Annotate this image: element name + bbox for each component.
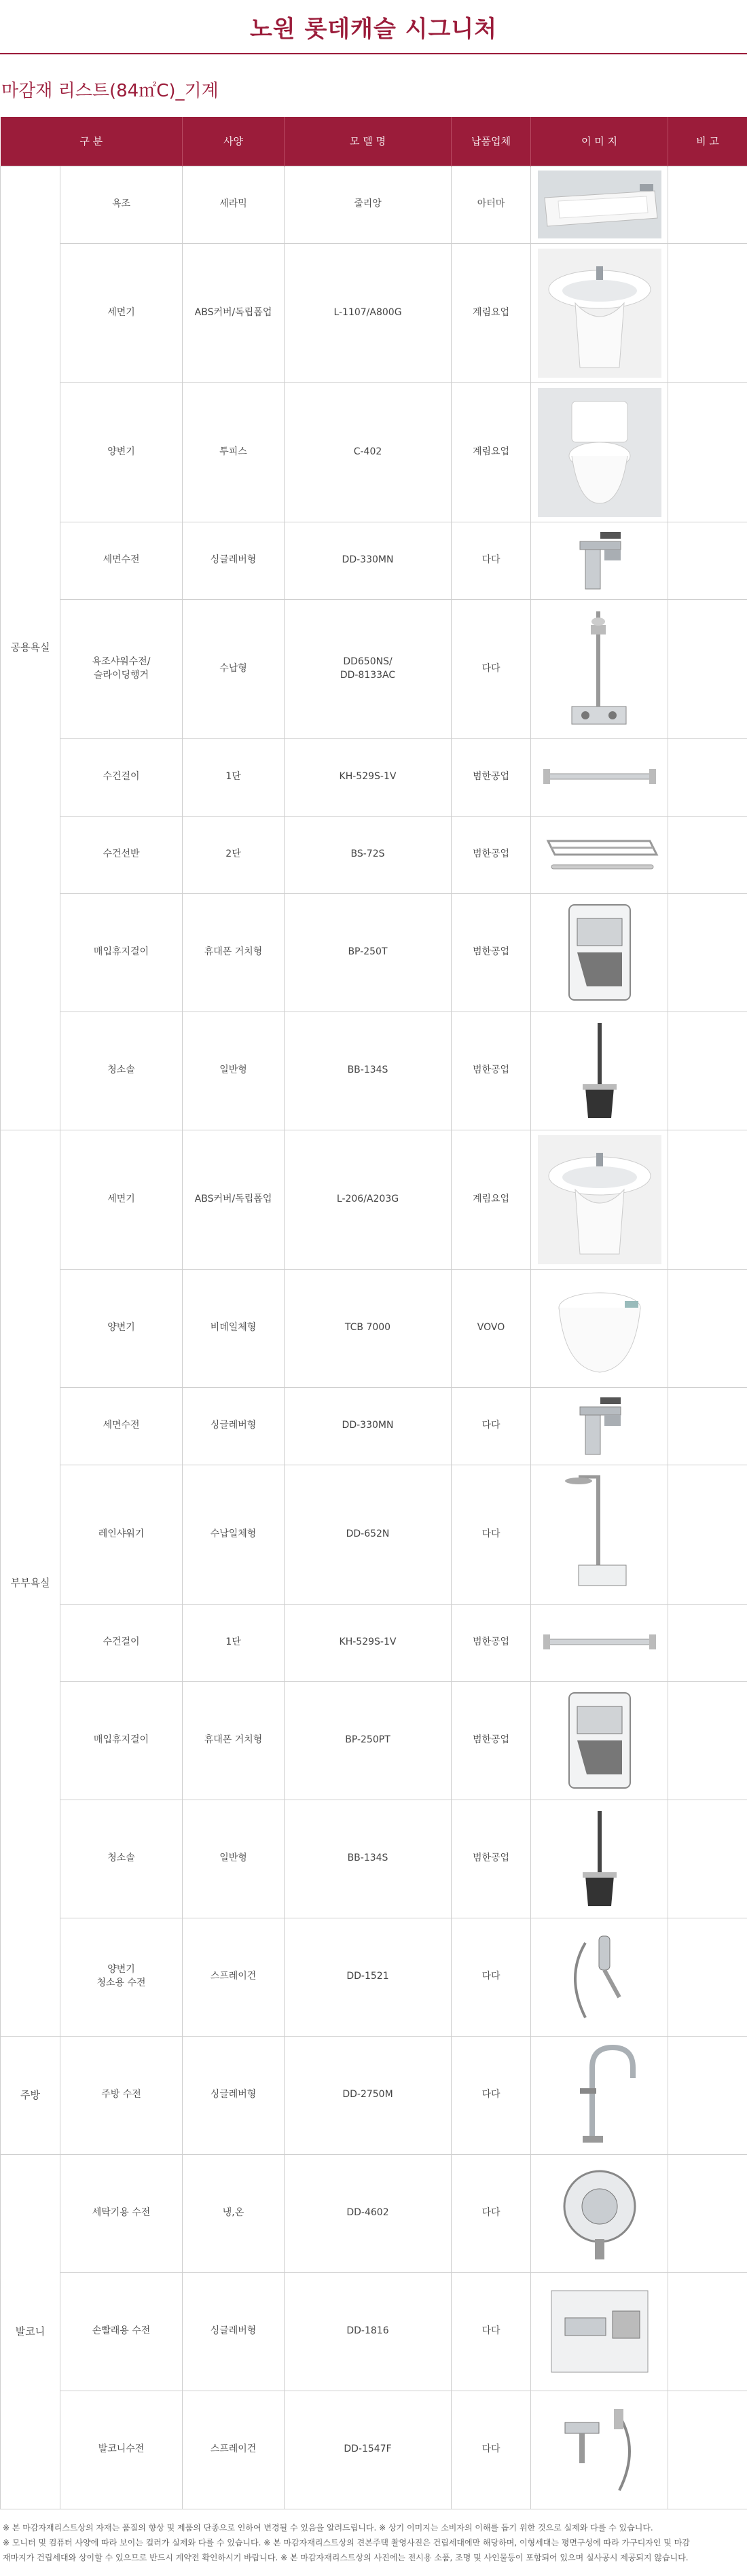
model-cell: BP-250T [285, 893, 452, 1012]
supplier-cell: 범한공업 [452, 1012, 531, 1130]
spec-cell: 일반형 [183, 1800, 285, 1918]
model-cell: L-206/A203G [285, 1130, 452, 1269]
table-row [1, 2391, 747, 2509]
remark-cell [668, 522, 747, 599]
supplier-cell: 다다 [452, 1918, 531, 2036]
spec-cell: 싱글레버형 [183, 522, 285, 599]
item-cell: 청소솔 [60, 1800, 183, 1918]
spec-cell: 2단 [183, 816, 285, 893]
table-row [1, 1604, 747, 1681]
table-row [1, 2036, 747, 2154]
finish-list-table [0, 117, 747, 2509]
supplier-cell: 다다 [452, 2154, 531, 2272]
paper-holder-image [538, 898, 661, 1007]
spec-cell: 세라믹 [183, 166, 285, 243]
model-cell: BB-134S [285, 1800, 452, 1918]
image-cell [531, 166, 668, 243]
image-cell [531, 2036, 668, 2154]
towel-bar-image [538, 757, 661, 798]
model-cell: DD650NS/ DD-8133AC [285, 599, 452, 738]
supplier-cell: 범한공업 [452, 816, 531, 893]
towel-bar-image [538, 1622, 661, 1663]
item-cell: 욕조샤워수전/ 슬라이딩행거 [60, 599, 183, 738]
spec-cell: 1단 [183, 738, 285, 816]
header-model: 모 델 명 [285, 117, 452, 166]
basin-faucet-image [538, 526, 661, 594]
item-cell: 양변기 [60, 1269, 183, 1387]
image-cell [531, 738, 668, 816]
table-row [1, 738, 747, 816]
remark-cell [668, 816, 747, 893]
remark-cell [668, 243, 747, 382]
kitchen-faucet-image [538, 2041, 661, 2149]
item-cell: 발코니수전 [60, 2391, 183, 2509]
item-cell: 세탁기용 수전 [60, 2154, 183, 2272]
item-cell: 매입휴지걸이 [60, 1681, 183, 1800]
remark-cell [668, 1269, 747, 1387]
table-row [1, 1012, 747, 1130]
spec-cell: 일반형 [183, 1012, 285, 1130]
remark-cell [668, 382, 747, 522]
model-cell: DD-652N [285, 1465, 452, 1604]
supplier-cell: 다다 [452, 2272, 531, 2391]
remark-cell [668, 2272, 747, 2391]
page-subtitle: 마감재 리스트(84㎡C)_기계 [1, 81, 219, 101]
header-supplier: 납품업체 [452, 117, 531, 166]
washer-valve-image [538, 2159, 661, 2268]
item-cell: 수건걸이 [60, 1604, 183, 1681]
supplier-cell: 계림요업 [452, 243, 531, 382]
footnote-line: 재마지가 건립세대와 상이할 수 있으므로 반드시 계약전 확인하시기 바랍니다. ※ 본 마감자재리스트상의 사진에는 전시용 소품, 조명 및 사인물등이 포함되어 있으며 실사공시 제공되지 않습니다. [3, 2552, 689, 2562]
image-cell [531, 1800, 668, 1918]
image-cell [531, 816, 668, 893]
header-spec: 사양 [183, 117, 285, 166]
balcony-faucet-image [538, 2395, 661, 2504]
supplier-cell: 다다 [452, 2391, 531, 2509]
item-cell: 수건선반 [60, 816, 183, 893]
supplier-cell: 범한공업 [452, 1800, 531, 1918]
image-cell [531, 1465, 668, 1604]
supplier-cell: 아터마 [452, 166, 531, 243]
model-cell: DD-330MN [285, 1387, 452, 1465]
spec-cell: 휴대폰 거치형 [183, 1681, 285, 1800]
toilet-image [538, 388, 661, 517]
shower-set-image [538, 605, 661, 734]
image-cell [531, 893, 668, 1012]
supplier-cell: 범한공업 [452, 1604, 531, 1681]
toilet-brush-image [538, 1016, 661, 1125]
remark-cell [668, 2036, 747, 2154]
remark-cell [668, 1604, 747, 1681]
spec-cell: 수납일체형 [183, 1465, 285, 1604]
remark-cell [668, 738, 747, 816]
category-group-cell: 발코니 [1, 2154, 60, 2509]
spec-cell: 싱글레버형 [183, 2036, 285, 2154]
bathtub-image [538, 171, 661, 238]
category-group-cell: 주방 [1, 2036, 60, 2154]
paper-holder-image [538, 1686, 661, 1795]
remark-cell [668, 1130, 747, 1269]
table-row [1, 1387, 747, 1465]
model-cell: 줄리앙 [285, 166, 452, 243]
model-cell: BS-72S [285, 816, 452, 893]
table-row [1, 893, 747, 1012]
image-cell [531, 1604, 668, 1681]
table-row [1, 2154, 747, 2272]
footnotes [0, 2509, 747, 2566]
model-cell: DD-330MN [285, 522, 452, 599]
image-cell [531, 1681, 668, 1800]
spec-cell: 투피스 [183, 382, 285, 522]
item-cell: 청소솔 [60, 1012, 183, 1130]
spec-cell: 스프레이건 [183, 1918, 285, 2036]
supplier-cell: 계림요업 [452, 1130, 531, 1269]
item-cell: 매입휴지걸이 [60, 893, 183, 1012]
item-cell: 수건걸이 [60, 738, 183, 816]
washbasin-image [538, 1135, 661, 1264]
table-header-row [1, 117, 747, 166]
page-title: 노원 롯데캐슬 시그니처 [249, 15, 498, 43]
model-cell: DD-1547F [285, 2391, 452, 2509]
table-row [1, 382, 747, 522]
header-remark: 비 고 [668, 117, 747, 166]
item-cell: 주방 수전 [60, 2036, 183, 2154]
bidet-toilet-image [538, 1274, 661, 1382]
model-cell: KH-529S-1V [285, 1604, 452, 1681]
table-row [1, 243, 747, 382]
remark-cell [668, 1465, 747, 1604]
model-cell: BB-134S [285, 1012, 452, 1130]
model-cell: DD-2750M [285, 2036, 452, 2154]
wall-faucet-image [538, 2277, 661, 2386]
image-cell [531, 2154, 668, 2272]
remark-cell [668, 2154, 747, 2272]
item-cell: 세면수전 [60, 522, 183, 599]
remark-cell [668, 1387, 747, 1465]
item-cell: 손빨래용 수전 [60, 2272, 183, 2391]
table-row [1, 166, 747, 243]
supplier-cell: 다다 [452, 522, 531, 599]
table-row [1, 599, 747, 738]
spec-cell: ABS커버/독립폽업 [183, 243, 285, 382]
spec-cell: 휴대폰 거치형 [183, 893, 285, 1012]
model-cell: C-402 [285, 382, 452, 522]
model-cell: DD-4602 [285, 2154, 452, 2272]
footnote-line: ※ 모니터 및 컴퓨터 사양에 따라 보이는 컬러가 실제와 다를 수 있습니다. ※ 본 마감자재리스트상의 견본주택 촬영사진은 건립세대에만 해당하며, 이형세대는 평면구성에 따라 가구디자인 및 마감 [3, 2537, 690, 2547]
image-cell [531, 2391, 668, 2509]
spec-cell: 스프레이건 [183, 2391, 285, 2509]
image-cell [531, 599, 668, 738]
item-cell: 양변기 청소용 수전 [60, 1918, 183, 2036]
header-image: 이 미 지 [531, 117, 668, 166]
basin-faucet-image [538, 1392, 661, 1460]
washbasin-image [538, 249, 661, 378]
image-cell [531, 382, 668, 522]
image-cell [531, 2272, 668, 2391]
table-row [1, 522, 747, 599]
supplier-cell: 범한공업 [452, 893, 531, 1012]
supplier-cell: 다다 [452, 1387, 531, 1465]
toilet-brush-image [538, 1804, 661, 1913]
remark-cell [668, 893, 747, 1012]
spec-cell: 싱글레버형 [183, 1387, 285, 1465]
model-cell: KH-529S-1V [285, 738, 452, 816]
image-cell [531, 1387, 668, 1465]
supplier-cell: 다다 [452, 1465, 531, 1604]
table-row [1, 1800, 747, 1918]
supplier-cell: 계림요업 [452, 382, 531, 522]
model-cell: BP-250PT [285, 1681, 452, 1800]
image-cell [531, 243, 668, 382]
table-row [1, 2272, 747, 2391]
spec-cell: ABS커버/독립폽업 [183, 1130, 285, 1269]
supplier-cell: 다다 [452, 599, 531, 738]
image-cell [531, 1269, 668, 1387]
model-cell: DD-1816 [285, 2272, 452, 2391]
supplier-cell: 범한공업 [452, 738, 531, 816]
table-row [1, 1681, 747, 1800]
remark-cell [668, 1800, 747, 1918]
spray-gun-image [538, 1922, 661, 2031]
item-cell: 세면기 [60, 243, 183, 382]
spec-cell: 수납형 [183, 599, 285, 738]
footnote-line: ※ 본 마감자재리스트상의 자재는 품질의 향상 및 제품의 단종으로 인하여 변경될 수 있음을 알려드립니다. ※ 상기 이미지는 소비자의 이해를 돕기 위한 것으로 실제와 다를 수 있습니다. [3, 2522, 653, 2533]
header-category: 구 분 [1, 117, 183, 166]
spec-cell: 비데일체형 [183, 1269, 285, 1387]
model-cell: DD-1521 [285, 1918, 452, 2036]
remark-cell [668, 1681, 747, 1800]
supplier-cell: 다다 [452, 2036, 531, 2154]
item-cell: 세면기 [60, 1130, 183, 1269]
remark-cell [668, 166, 747, 243]
remark-cell [668, 1918, 747, 2036]
supplier-cell: VOVO [452, 1269, 531, 1387]
towel-shelf-image [538, 827, 661, 882]
table-row [1, 1465, 747, 1604]
image-cell [531, 522, 668, 599]
supplier-cell: 범한공업 [452, 1681, 531, 1800]
remark-cell [668, 2391, 747, 2509]
table-row [1, 1269, 747, 1387]
item-cell: 레인샤워기 [60, 1465, 183, 1604]
table-row [1, 816, 747, 893]
image-cell [531, 1918, 668, 2036]
category-group-cell: 공용욕실 [1, 166, 60, 1130]
table-row [1, 1130, 747, 1269]
spec-cell: 1단 [183, 1604, 285, 1681]
image-cell [531, 1012, 668, 1130]
table-row [1, 1918, 747, 2036]
category-group-cell: 부부욕실 [1, 1130, 60, 2036]
remark-cell [668, 1012, 747, 1130]
remark-cell [668, 599, 747, 738]
rain-shower-image [538, 1470, 661, 1599]
model-cell: L-1107/A800G [285, 243, 452, 382]
model-cell: TCB 7000 [285, 1269, 452, 1387]
item-cell: 양변기 [60, 382, 183, 522]
image-cell [531, 1130, 668, 1269]
spec-cell: 싱글레버형 [183, 2272, 285, 2391]
item-cell: 세면수전 [60, 1387, 183, 1465]
spec-cell: 냉,온 [183, 2154, 285, 2272]
item-cell: 욕조 [60, 166, 183, 243]
